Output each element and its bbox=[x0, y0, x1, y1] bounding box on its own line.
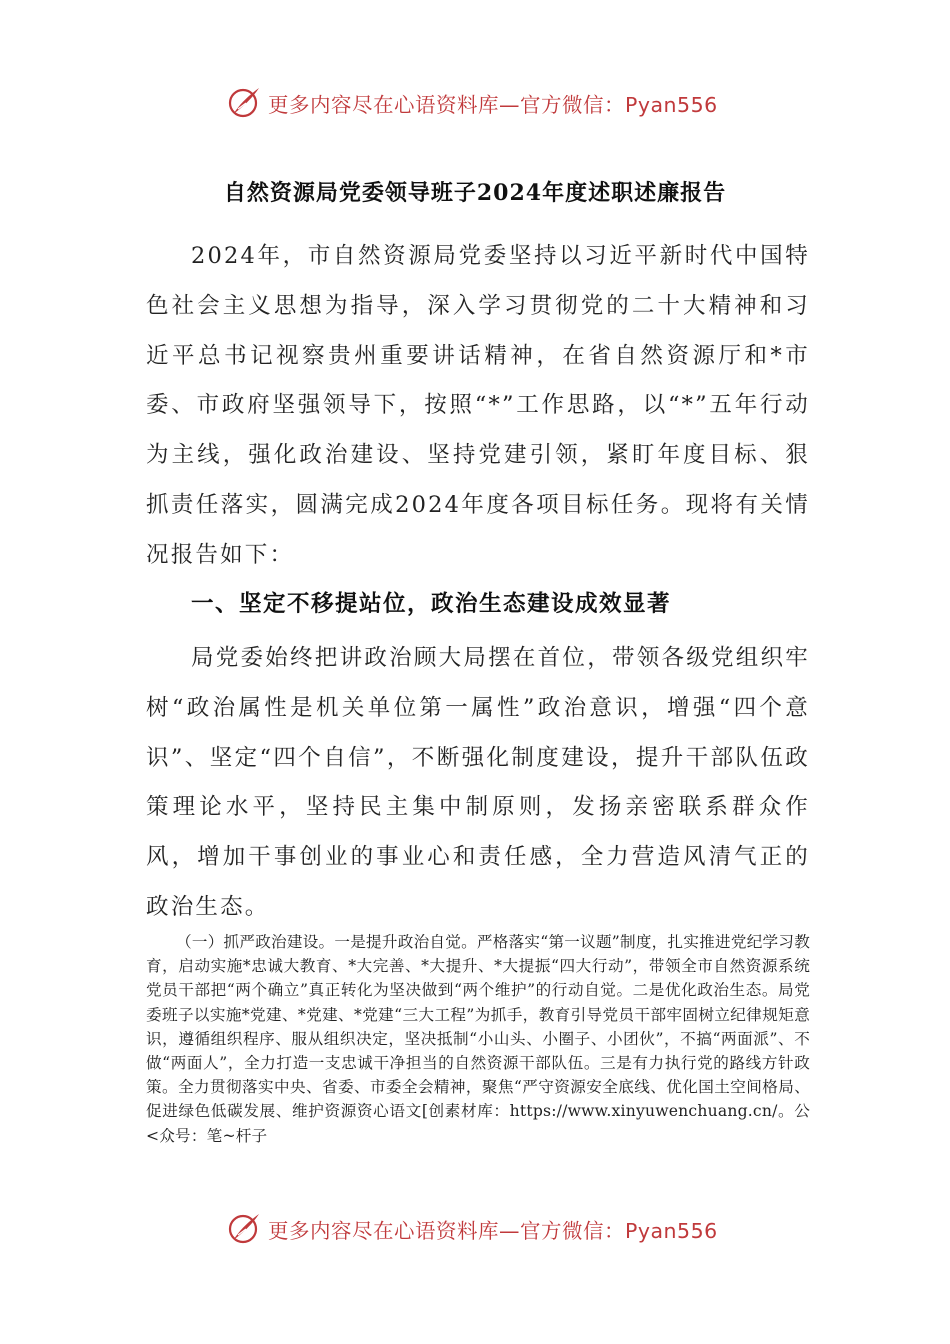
section-1-paragraph: 局党委始终把讲政治顾大局摆在首位，带领各级党组织牢树“政治属性是机关单位第一属性”政治意识，增强“四个意识”、坚定“四个自信”，不断强化制度建设，提升干部队伍政策理论水平，坚持民主集中制原则，发扬亲密联系群众作风，增加干事创业的事业心和责任感，全力营造风清气正的政治生态。 bbox=[146, 645, 810, 920]
quill-logo-icon bbox=[226, 1210, 262, 1246]
header-banner bbox=[0, 82, 950, 122]
section-heading-1: 一、坚定不移提站位，政治生态建设成效显著 bbox=[191, 591, 672, 617]
quill-logo-icon bbox=[226, 84, 262, 120]
subsection-1-text: （一）抓严政治建设。一是提升政治自觉。严格落实“第一议题”制度，扎实推进党纪学习教育，启动实施*忠诚大教育、*大完善、*大提升、*大提振“四大行动”，带领全市自然资源系统党员干部把“两个确立”真正转化为坚决做到“两个维护”的行动自觉。二是优化政治生态。局党委班子以实施*党建、*党建、*党建“三大工程”为抓手，教育引导党员干部牢固树立纪律规矩意识，遵循组织程序、服从组织决定，坚决抵制“小山头、小圈子、小团伙”，不搞“两面派”、不做“两面人”，全力打造一支忠诚干净担当的自然资源干部队伍。三是有力执行党的路线方针政策。全力贯彻落实中央、省委、市委全会精神，聚焦“严守资源安全底线、优化国土空间格局、促进绿色低碳发展、维护资源资心语文[创素材库：https://www.xinyuwenchuang.cn/。公<众号：笔~杆子 bbox=[146, 933, 810, 1145]
footer-banner bbox=[0, 1208, 950, 1248]
subsection-1-paragraph bbox=[146, 930, 810, 1148]
intro-paragraph: 2024年，市自然资源局党委坚持以习近平新时代中国特色社会主义思想为指导，深入学习贯彻党的二十大精神和习近平总书记视察贵州重要讲话精神，在省自然资源厅和*市委、市政府坚强领导下，按照“*”工作思路，以“*”五年行动为主线，强化政治建设、坚持党建引领，紧盯年度目标、狠抓责任落实，圆满完成2024年度各项目标任务。现将有关情况报告如下： bbox=[146, 243, 810, 568]
header-banner-text: 更多内容尽在心语资料库—官方微信：Pyan556 bbox=[268, 93, 718, 117]
document-title: 自然资源局党委领导班子2024年度述职述廉报告 bbox=[223, 180, 727, 206]
footer-banner-text: 更多内容尽在心语资料库—官方微信：Pyan556 bbox=[268, 1219, 718, 1243]
